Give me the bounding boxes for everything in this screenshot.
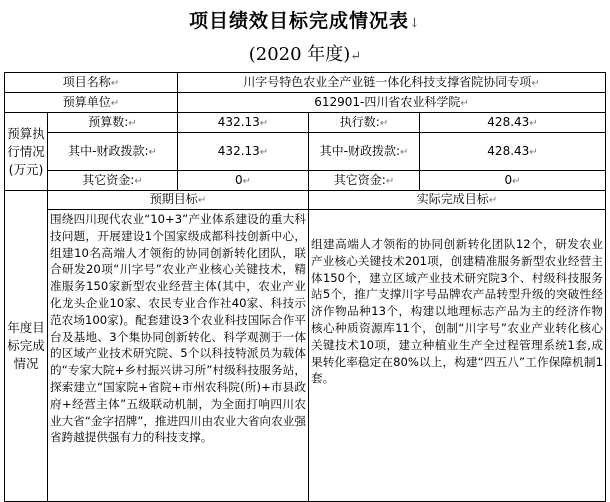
- table-row: [5, 210, 606, 502]
- other-exec-value: 0↵: [420, 171, 606, 191]
- actual-goal-text: 组建高端人才领衔的协同创新转化团队12个，研发农业产业核心关键技术201项，创建精准服务新型农业经营主体150个，建立区域产业技术研究院3个、村级科技服务站5个，推广支撑川字号品牌农产品转型升级的突破性经济作物品种13个，构建以地理标志产品为主的经济作物核心种质资源库11个，创制“川字号”农业产业转化核心关键技术10项，建立种植业生产全过程管理系统1套,成果转化率稳定在80%以上，构建“四五八”工作保障机制1套。: [309, 210, 606, 502]
- other-budget-value: 0↵: [178, 171, 309, 191]
- budget-count-label: 预算数:↵: [48, 113, 178, 133]
- expected-goal-text: 围绕四川现代农业“10+3”产业体系建设的重大科技问题，开展建设1个国家级成都科技创新中心，组建10名高端人才领衔的协同创新转化团队，联合研发20项“川字号”农业产业核心关键技术，精准服务150家新型农业经营主体(其中，农业产业化龙头企业10家、农民专业合作社40家、科技示范农场100家)。配套建设3个农业科技国际合作平台及基地、3个集协同创新转化、科学观测于一体的区域产业技术研究院、5个以科技特派员为载体的“专家大院+乡村振兴讲习所”村级科技服务站，探索建立“国家院+省院+市州农科院(所)+市县政府+经营主体”五级联动机制，为全面打响四川农业大省“金字招牌”，推进四川由农业大省向农业强省跨越提供强有力的科技支撑。: [48, 210, 309, 502]
- table-row: [5, 73, 606, 93]
- exec-count-label: 执行数:↵: [309, 113, 420, 133]
- expected-goal-header: 预期目标↵: [48, 191, 309, 210]
- performance-table: [4, 72, 606, 502]
- actual-goal-header: 实际完成目标↵: [309, 191, 606, 210]
- fiscal-exec-value: 428.43↵: [420, 133, 606, 171]
- page-title: 项目绩效目标完成情况表↓: [189, 10, 421, 32]
- table-row: [5, 93, 606, 113]
- unit-value: 612901-四川省农业科学院↵: [178, 93, 606, 113]
- exec-count-value: 428.43↵: [420, 113, 606, 133]
- fiscal-budget-value: 432.13↵: [178, 133, 309, 171]
- table-row: [5, 133, 606, 171]
- table-row: [5, 191, 606, 210]
- fiscal-budget-label: 其中-财政拨款:↵: [48, 133, 178, 171]
- unit-label: 预算单位↵: [5, 93, 178, 113]
- table-row: [5, 113, 606, 133]
- other-budget-label: 其它资金:↵: [48, 171, 178, 191]
- budget-section-label: 预算执行情况(万元): [5, 113, 48, 191]
- budget-count-value: 432.13↵: [178, 113, 309, 133]
- goal-section-label: 年度目标完成情况: [5, 191, 48, 502]
- paragraph-mark-icon: ↓: [409, 16, 421, 31]
- table-row: [5, 171, 606, 191]
- year-label: (2020 年度)↵: [248, 44, 362, 65]
- paragraph-mark-icon: ↵: [350, 49, 362, 64]
- other-exec-label: 其它资金:↵: [309, 171, 420, 191]
- project-name-label: 项目名称↵: [5, 73, 178, 93]
- fiscal-exec-label: 其中-财政拨款:↵: [309, 133, 420, 171]
- project-name-value: 川字号特色农业全产业链一体化科技支撑省院协同专项↵: [178, 73, 606, 93]
